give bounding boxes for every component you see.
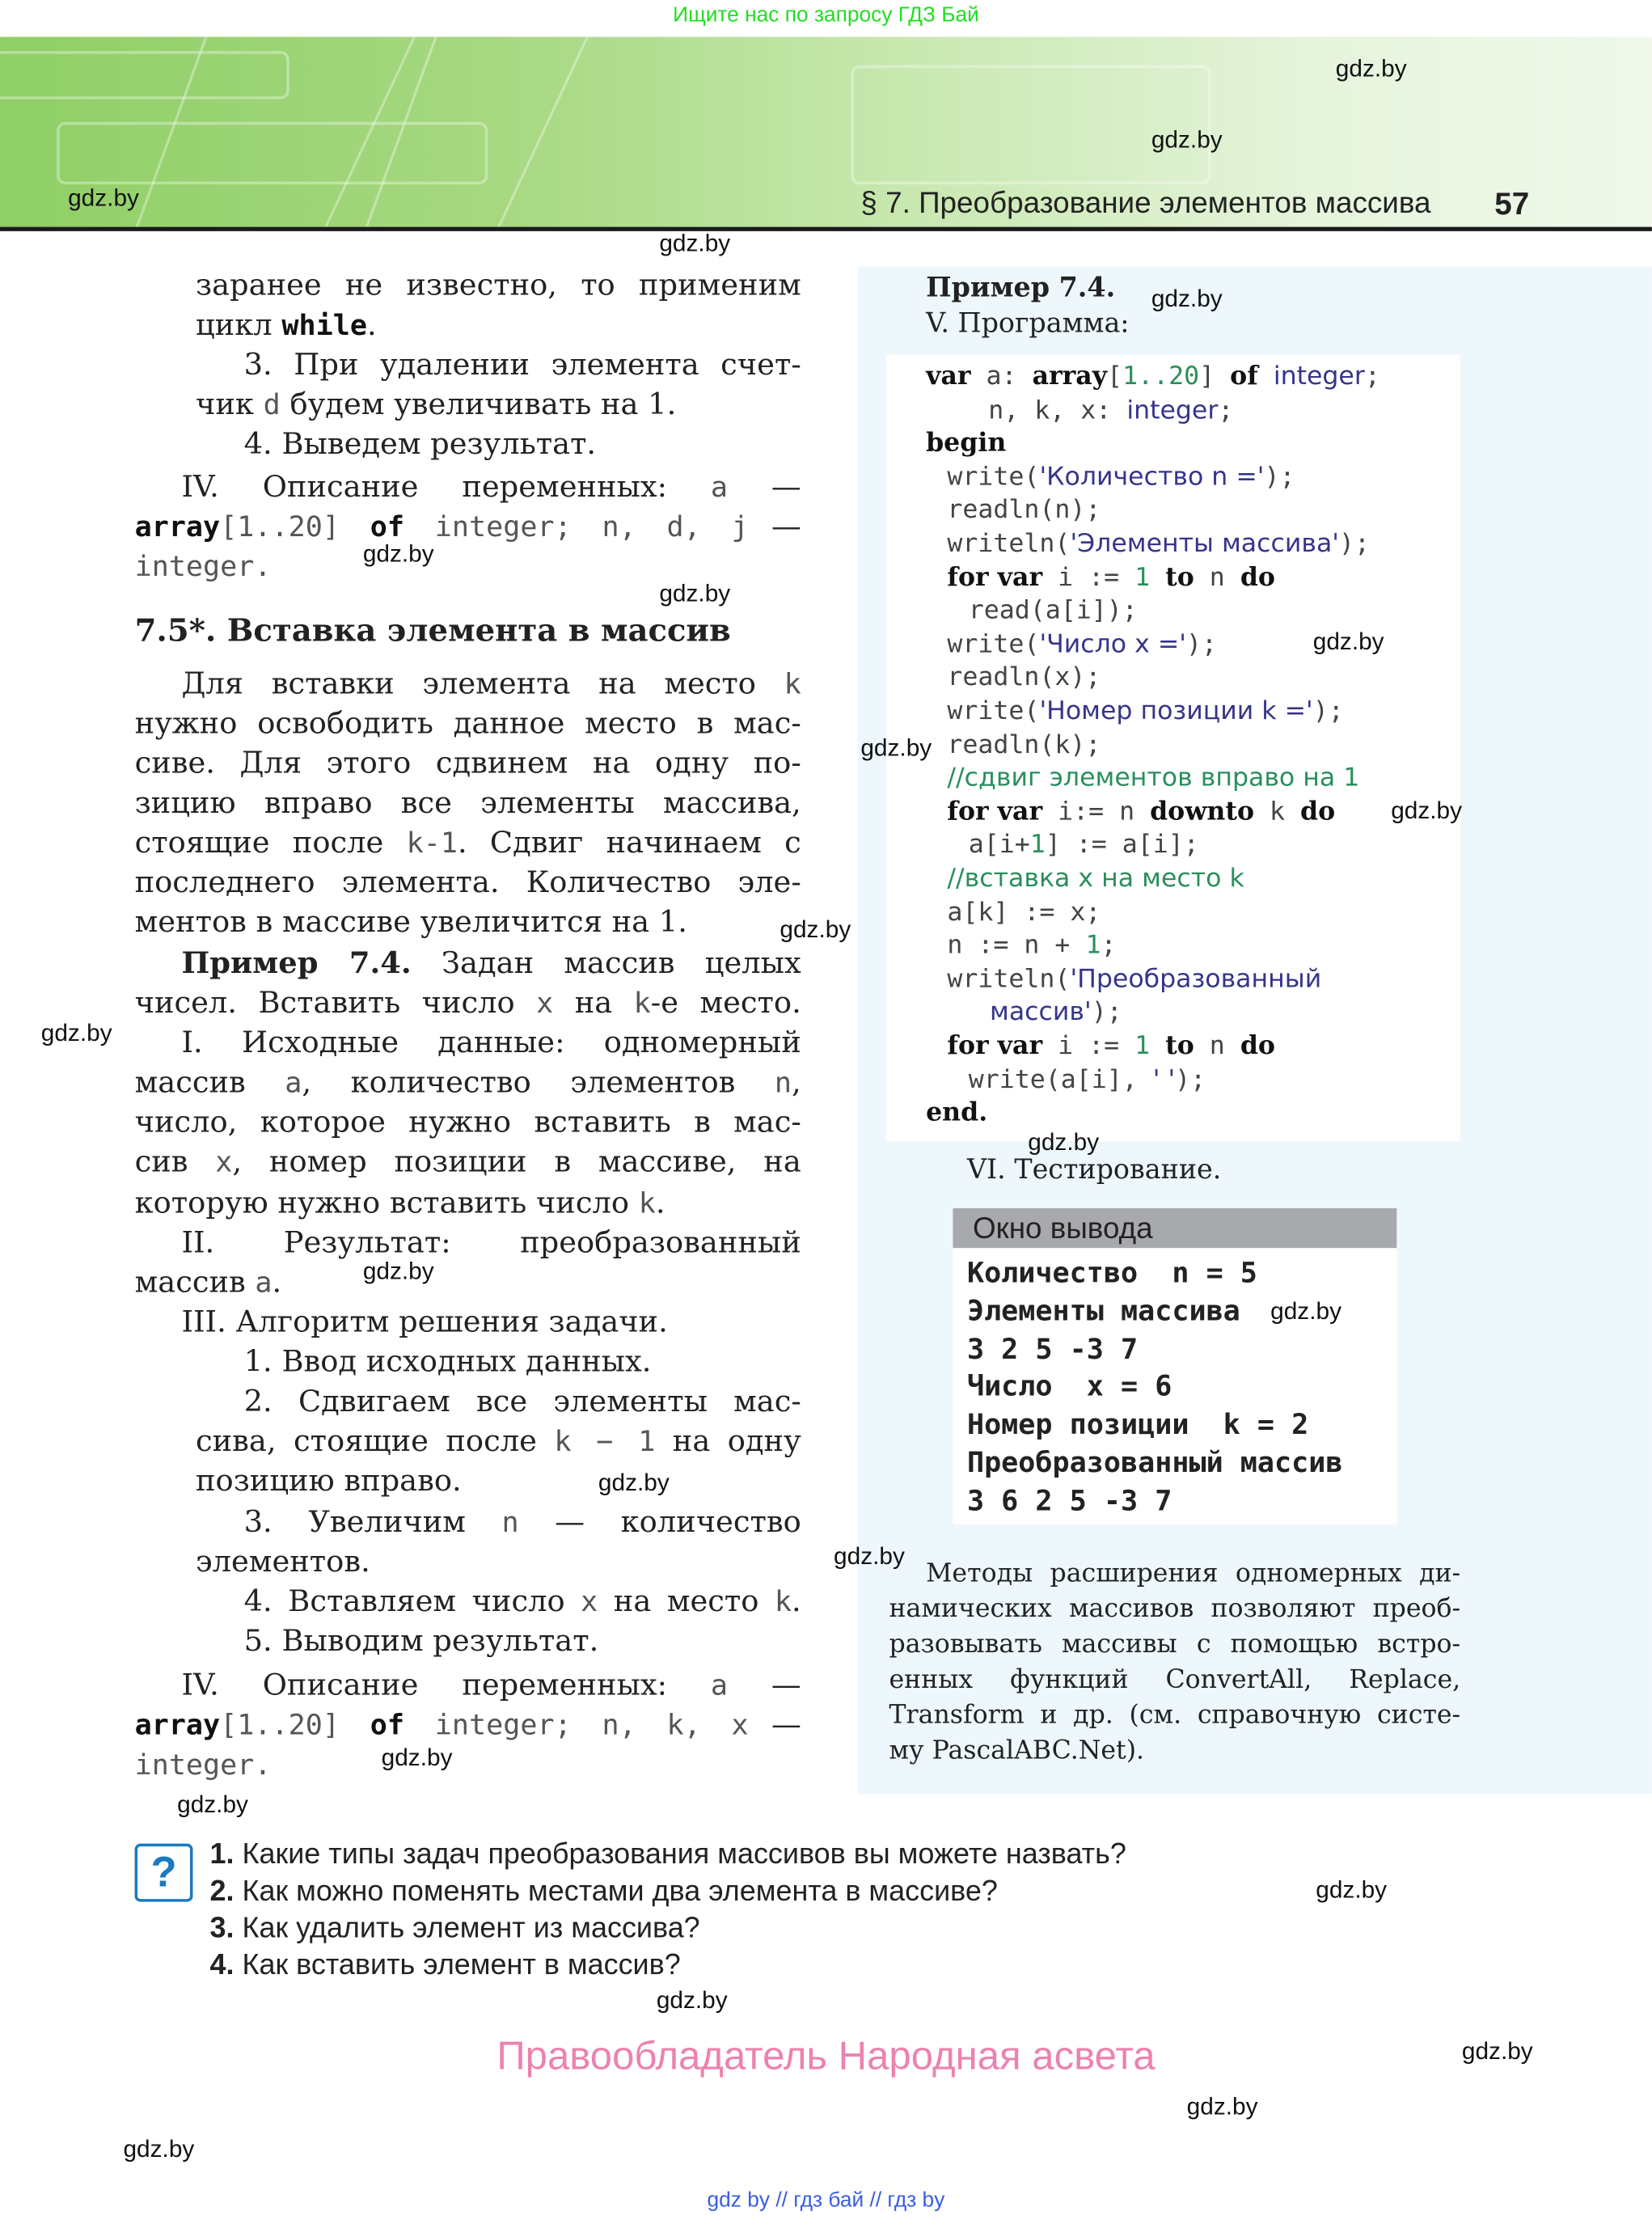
text-line — [181, 468, 801, 505]
text-segment: позицию вправо. — [195, 1463, 462, 1498]
text-line — [181, 1304, 801, 1341]
text-segment: integer; n, k, x — [404, 1707, 749, 1742]
text-segment: IV. Описание переменных: — [181, 1668, 711, 1702]
question-item — [210, 1875, 998, 1909]
text-line — [135, 1706, 801, 1744]
code-token: writeln( — [947, 964, 1071, 994]
section-heading — [135, 613, 801, 650]
text-segment: d — [263, 387, 281, 421]
code-token: ] — [1199, 362, 1231, 391]
watermark: gdz.by — [659, 580, 731, 607]
text-line — [244, 1583, 801, 1620]
text-segment: array — [134, 509, 221, 543]
code-token: ] := a[i]; — [1045, 830, 1199, 860]
page-number: 57 — [1494, 185, 1530, 222]
question-item — [210, 1838, 1126, 1872]
text-segment: 5. Выводим результат. — [243, 1623, 599, 1658]
text-segment: сиве. Для этого сдвинем на одну по- — [134, 746, 801, 780]
text-segment: [1..20] — [220, 509, 370, 543]
text-segment: III. Алгоритм решения задачи. — [181, 1304, 668, 1339]
code-token: for var — [947, 797, 1043, 827]
note-line: му PascalABC.Net). — [889, 1735, 1145, 1765]
text-segment: 3. Увеличим — [243, 1504, 502, 1539]
text-segment: Для вставки элемента на место — [181, 666, 784, 701]
watermark: gdz.by — [177, 1791, 248, 1819]
code-token: i := — [1042, 1030, 1135, 1061]
watermark: gdz.by — [362, 540, 434, 568]
code-token: a[k] := x; — [947, 897, 1101, 928]
code-token: readln(k); — [947, 729, 1101, 760]
code-token: var — [926, 362, 971, 391]
text-segment: . — [655, 1186, 665, 1220]
text-segment: n — [501, 1504, 519, 1539]
code-token: 'Элементы массива' — [1070, 529, 1339, 559]
output-line: Число x = 6 — [966, 1368, 1172, 1403]
text-segment: k — [784, 666, 801, 701]
text-segment: цикл — [195, 307, 282, 342]
text-line — [135, 705, 801, 742]
code-token: ); — [1338, 529, 1371, 559]
text-segment: x — [536, 985, 554, 1020]
code-line — [947, 529, 1370, 560]
text-line — [181, 1666, 801, 1703]
code-token: begin — [926, 428, 1007, 459]
code-token: for var — [947, 1030, 1043, 1061]
code-token: downto — [1150, 797, 1255, 827]
code-line — [969, 596, 1138, 628]
code-token: ' ' — [1152, 1064, 1176, 1095]
code-token: ); — [1091, 997, 1122, 1028]
watermark: gdz.by — [1151, 126, 1223, 154]
heading-text: 7.5*. Вставка элемента в массив — [134, 612, 731, 650]
text-segment: зицию вправо все элементы массива, — [134, 785, 801, 820]
text-line — [244, 1383, 801, 1420]
text-segment: сив — [134, 1144, 216, 1179]
note-line: Методы расширения одномерных ди- — [926, 1558, 1461, 1589]
testing-label: VI. Тестирование. — [966, 1154, 1222, 1186]
code-token: integer — [1126, 395, 1219, 425]
text-line — [196, 1543, 801, 1580]
code-token — [1150, 562, 1165, 592]
question-number: 1. — [209, 1837, 234, 1871]
text-line — [135, 745, 801, 782]
text-segment: последнего элемента. Количество эле- — [134, 865, 801, 899]
text-line — [135, 508, 801, 545]
code-token: 'Число x =' — [1039, 629, 1186, 660]
code-line — [947, 1031, 1275, 1063]
text-segment: которую нужно вставить число — [134, 1186, 639, 1220]
code-token: do — [1240, 562, 1275, 593]
text-line — [135, 903, 801, 941]
text-segment: integer. — [134, 1747, 272, 1782]
text-segment: of — [370, 1707, 405, 1742]
text-segment: на одну — [655, 1423, 801, 1458]
text-line — [135, 1184, 801, 1221]
text-segment: — — [728, 469, 801, 504]
watermark: gdz.by — [1312, 628, 1384, 656]
code-token: i := — [1042, 562, 1135, 593]
text-segment: элементов. — [195, 1544, 370, 1579]
text-line — [135, 864, 801, 901]
code-line — [926, 429, 1006, 460]
text-segment: a — [285, 1064, 302, 1100]
text-segment: массив — [134, 1265, 256, 1300]
example-title: Пример 7.4. — [926, 272, 1116, 304]
text-line — [196, 267, 801, 304]
watermark: gdz.by — [1270, 1297, 1341, 1325]
text-line — [244, 1622, 801, 1660]
code-line — [947, 629, 1217, 661]
code-token: n — [1194, 1030, 1240, 1061]
text-segment: a — [710, 469, 729, 504]
code-token: do — [1240, 1030, 1275, 1061]
text-line — [135, 824, 801, 861]
code-token: for var — [947, 562, 1043, 593]
code-token: //сдвиг элементов вправо на 1 — [947, 763, 1360, 793]
output-window-title: Окно вывода — [953, 1208, 1396, 1248]
text-segment: 4. Выведем результат. — [243, 426, 597, 461]
top-ad-text[interactable]: Ищите нас по запросу ГДЗ Бай — [673, 2, 979, 27]
text-line — [244, 425, 801, 463]
text-segment: II. Результат: преобразованный — [181, 1225, 801, 1260]
text-line — [135, 784, 801, 822]
text-line — [135, 1746, 801, 1783]
text-segment: of — [370, 509, 405, 543]
code-line — [947, 663, 1101, 695]
text-segment: -е место. — [650, 985, 801, 1020]
question-text: Какие типы задач преобразования массивов вы можете назвать? — [242, 1837, 1126, 1871]
code-line — [969, 1064, 1206, 1096]
text-segment: нужно освободить данное место в мас- — [134, 706, 801, 741]
text-line — [135, 1103, 801, 1140]
code-line — [947, 897, 1101, 928]
code-line — [947, 729, 1101, 761]
watermark: gdz.by — [381, 1744, 453, 1772]
code-token: readln(x); — [947, 662, 1101, 693]
text-segment: , количество элементов — [302, 1064, 775, 1100]
code-token — [1258, 362, 1274, 391]
text-segment: k − 1 — [554, 1423, 656, 1458]
code-token: n — [1194, 562, 1240, 593]
code-line — [926, 1098, 987, 1130]
text-segment: while — [281, 307, 367, 342]
code-token: readln(n); — [947, 495, 1101, 526]
section-title: § 7. Преобразование элементов массива — [860, 187, 1431, 220]
text-segment: array — [134, 1707, 221, 1742]
watermark: gdz.by — [656, 1986, 728, 2015]
code-token: a: — [970, 362, 1033, 391]
code-token: ; — [1364, 362, 1380, 391]
header-rule — [0, 227, 1652, 231]
code-token: ; — [1101, 930, 1117, 961]
code-line — [947, 763, 1359, 795]
code-token: ); — [1185, 629, 1218, 660]
question-number: 3. — [209, 1911, 234, 1945]
code-line — [969, 831, 1199, 862]
code-token: write(a[i], — [968, 1064, 1153, 1095]
text-segment: массив — [134, 1064, 285, 1100]
code-token: n, k, x: — [988, 395, 1127, 425]
text-segment: ментов в массиве увеличится на 1. — [134, 904, 687, 939]
text-segment: . — [792, 1583, 801, 1618]
text-segment: чисел. Вставить число — [134, 985, 537, 1020]
code-token: ; — [1218, 395, 1234, 425]
text-segment: 4. Вставляем число — [243, 1583, 581, 1618]
output-line: Номер позиции k = 2 — [966, 1406, 1309, 1441]
text-segment: a — [255, 1265, 273, 1300]
text-segment: стоящие после — [134, 825, 407, 860]
text-line — [135, 1063, 801, 1101]
code-token: writeln( — [947, 529, 1071, 559]
code-token: 'Преобразованный — [1070, 964, 1322, 994]
code-token: 1..20 — [1122, 362, 1200, 391]
text-segment: k — [638, 1186, 656, 1220]
code-token: ); — [1264, 462, 1295, 493]
circuit-decoration — [851, 66, 1210, 184]
watermark: gdz.by — [834, 1542, 905, 1571]
code-token: 1 — [1134, 1030, 1151, 1061]
copyright-text: Правообладатель Народная асвета — [496, 2033, 1156, 2078]
text-segment: 1. Ввод исходных данных. — [243, 1344, 652, 1379]
text-segment: сива, стоящие после — [195, 1423, 555, 1458]
watermark: gdz.by — [1461, 2037, 1533, 2065]
program-label: V. Программа: — [926, 307, 1130, 340]
text-segment: n — [774, 1064, 792, 1100]
text-segment: , — [792, 1064, 801, 1100]
text-segment: — — [728, 1668, 801, 1702]
text-line — [135, 1263, 801, 1300]
question-number: 4. — [209, 1948, 234, 1981]
code-line — [947, 797, 1335, 828]
code-token: a[i+ — [968, 830, 1030, 860]
text-segment: заранее не известно, то применим — [195, 268, 801, 302]
text-segment: . — [272, 1265, 282, 1300]
text-segment: — количество — [518, 1504, 801, 1539]
code-token: to — [1165, 1030, 1194, 1061]
watermark: gdz.by — [123, 2135, 195, 2163]
text-segment: [1..20] — [220, 1707, 370, 1742]
text-segment: 3. При удалении элемента счет- — [243, 347, 801, 382]
code-token: to — [1165, 562, 1194, 593]
text-segment: . Сдвиг начинаем с — [457, 825, 801, 860]
watermark: gdz.by — [40, 1019, 112, 1047]
text-segment: integer; n, d, j — [404, 509, 749, 543]
text-segment: , номер позиции в массиве, на — [232, 1144, 801, 1179]
text-line — [181, 945, 801, 982]
text-segment: integer. — [134, 548, 272, 583]
code-token: integer — [1273, 362, 1365, 391]
text-segment: — — [748, 509, 801, 543]
watermark: gdz.by — [598, 1469, 670, 1497]
text-segment: Пример 7.4. — [181, 944, 412, 980]
footer-links[interactable]: gdz by // гдз бай // гдз by — [707, 2188, 945, 2213]
code-line — [988, 395, 1233, 427]
code-token — [1150, 1031, 1165, 1061]
text-segment: . — [366, 307, 377, 342]
text-segment: Задан массив целых — [411, 945, 801, 980]
code-token: write( — [947, 462, 1040, 493]
output-line: Количество n = 5 — [966, 1254, 1257, 1290]
code-token: do — [1300, 797, 1336, 827]
watermark: gdz.by — [659, 230, 731, 257]
note-line: енных функций ConvertAll, Replace, — [889, 1664, 1461, 1695]
watermark: gdz.by — [1028, 1128, 1100, 1156]
code-token: end. — [926, 1097, 988, 1128]
code-token: n := n + — [947, 930, 1086, 961]
text-segment: на место — [598, 1583, 775, 1618]
text-line — [196, 1462, 801, 1499]
code-token: 1 — [1085, 930, 1101, 961]
watermark: gdz.by — [780, 915, 851, 944]
code-token: ); — [1175, 1064, 1206, 1095]
text-segment: x — [581, 1583, 598, 1618]
question-text: Как вставить элемент в массив? — [242, 1948, 681, 1981]
text-segment: IV. Описание переменных: — [181, 469, 711, 504]
text-line — [196, 307, 801, 344]
code-token: write( — [947, 629, 1040, 660]
text-segment: x — [215, 1144, 233, 1179]
code-token: read(a[i]); — [968, 595, 1138, 626]
text-line — [135, 984, 801, 1021]
note-line: намических массивов позволяют преоб- — [889, 1593, 1461, 1624]
text-line — [196, 1423, 801, 1460]
text-line — [196, 386, 801, 423]
output-line: Элементы массива — [966, 1292, 1240, 1328]
code-token: 1 — [1134, 562, 1151, 593]
text-segment: 2. Сдвигаем все элементы мас- — [243, 1384, 801, 1419]
text-segment: k — [633, 985, 651, 1020]
code-token: ); — [1312, 696, 1344, 726]
watermark: gdz.by — [1391, 797, 1463, 824]
text-line — [135, 548, 801, 585]
watermark: gdz.by — [860, 734, 932, 762]
code-token: i:= n — [1042, 797, 1151, 827]
code-line — [947, 864, 1244, 895]
code-token: 'Номер позиции k =' — [1039, 696, 1313, 726]
text-line — [135, 1143, 801, 1180]
watermark: gdz.by — [1335, 55, 1407, 82]
text-segment: — — [748, 1707, 801, 1742]
text-segment: на — [553, 985, 634, 1020]
text-segment: чик — [195, 387, 264, 421]
watermark: gdz.by — [68, 184, 139, 212]
watermark: gdz.by — [362, 1258, 434, 1285]
question-mark-icon: ? — [135, 1844, 193, 1902]
code-line — [947, 462, 1295, 493]
watermark: gdz.by — [1316, 1876, 1388, 1904]
text-segment: a — [710, 1668, 729, 1702]
watermark: gdz.by — [1151, 285, 1223, 312]
text-segment: I. Исходные данные: одномерный — [181, 1025, 801, 1059]
code-line — [990, 997, 1122, 1029]
text-line — [244, 1343, 801, 1380]
question-item — [210, 1948, 681, 1982]
output-line: 3 2 5 -3 7 — [966, 1330, 1139, 1366]
text-segment: число, которое нужно вставить в мас- — [134, 1105, 801, 1139]
code-token: 1 — [1029, 830, 1046, 860]
watermark: gdz.by — [1186, 2093, 1258, 2120]
note-line: разовывать массивы с помощью встро- — [889, 1629, 1461, 1660]
code-token: массив' — [990, 997, 1092, 1028]
output-line: 3 6 2 5 -3 7 — [966, 1482, 1172, 1517]
question-item — [210, 1912, 700, 1946]
text-line — [181, 1024, 801, 1061]
code-token: write( — [947, 696, 1040, 726]
code-token: k — [1254, 797, 1301, 827]
code-token: [ — [1107, 362, 1123, 391]
text-segment: будем увеличивать на 1. — [280, 387, 677, 421]
question-number: 2. — [209, 1875, 234, 1908]
text-segment: k-1 — [406, 825, 458, 860]
code-line — [947, 562, 1275, 594]
text-line — [244, 1503, 801, 1541]
code-line — [926, 362, 1380, 393]
text-line — [181, 665, 801, 702]
text-line — [181, 1224, 801, 1261]
code-line — [947, 696, 1343, 728]
code-token: //вставка x на место k — [947, 863, 1244, 894]
note-line: Transform и др. (см. справочную систе- — [889, 1699, 1461, 1730]
code-token: of — [1230, 362, 1258, 391]
output-line: Преобразованный массив — [966, 1444, 1343, 1480]
text-segment: k — [774, 1583, 792, 1618]
code-line — [947, 931, 1116, 962]
question-text: Как удалить элемент из массива? — [242, 1911, 700, 1945]
question-text: Как можно поменять местами два элемента в массиве? — [242, 1875, 998, 1908]
code-line — [947, 496, 1101, 527]
code-token: 'Количество n =' — [1039, 462, 1265, 493]
code-token: array — [1032, 362, 1108, 391]
text-line — [244, 346, 801, 383]
code-line — [947, 964, 1321, 996]
